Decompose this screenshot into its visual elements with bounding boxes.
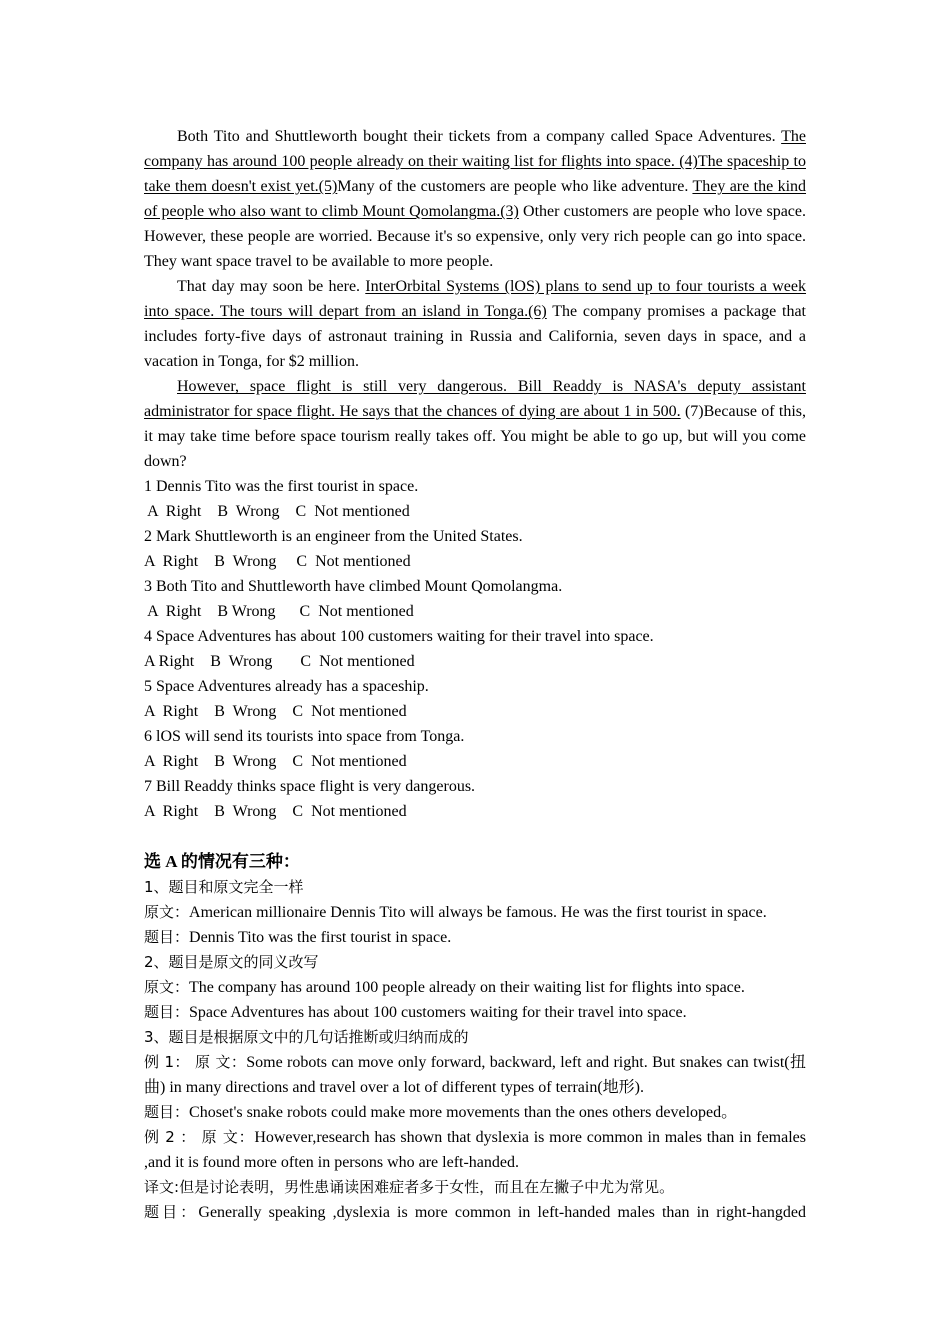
case-2-original: 原文：The company has around 100 people already on their waiting list for flights into space. xyxy=(144,978,745,996)
answer-options: A Right B Wrong C Not mentioned xyxy=(144,803,407,820)
passage-text: Many of the customers are people who like adventure. xyxy=(337,178,693,195)
question-stem: 6 lOS will send its tourists into space from Tonga. xyxy=(144,728,465,745)
example-1-question: 题目：Choset's snake robots could make more movements than the ones others developed。 xyxy=(144,1103,738,1121)
case-3-title: 3、题目是根据原文中的几句话推断或归纳而成的 xyxy=(144,1028,469,1046)
passage-paragraph-2 xyxy=(144,274,806,374)
passage-text: The company promises a package that includes forty-five days of astronaut training in Russia and California, seven days in space, and a vacation in Tonga, for $2 million. xyxy=(144,303,806,370)
example-2-translation: 译文:但是讨论表明，男性患诵读困难症者多于女性，而且在左撇子中尤为常见。 xyxy=(144,1178,675,1196)
passage-text: That day may soon be here. xyxy=(177,278,366,295)
question-stem: 5 Space Adventures already has a spaceship. xyxy=(144,678,429,695)
case-1-original: 原文：American millionaire Dennis Tito will always be famous. He was the first tourist in space. xyxy=(144,903,767,921)
answer-options: A Right B Wrong C Not mentioned xyxy=(144,553,411,570)
passage-text: Other customers are people who love space. However, these people are worried. Because it's so expensive, only very rich people can go into space. They want space travel to be available to more people. xyxy=(144,203,806,270)
question-stem: 3 Both Tito and Shuttleworth have climbed Mount Qomolangma. xyxy=(144,578,563,595)
document-body xyxy=(144,124,806,1225)
question-stem: 4 Space Adventures has about 100 customers waiting for their travel into space. xyxy=(144,628,654,645)
question-stem: 1 Dennis Tito was the first tourist in space. xyxy=(144,478,419,495)
passage-paragraph-1 xyxy=(144,124,806,274)
passage-paragraph-3 xyxy=(144,374,806,474)
example-2-original: 例 2 ： 原 文：However,research has shown that dyslexia is more common in males than in females ,and it is found more often in persons who are left-handed. xyxy=(144,1128,806,1171)
answer-options: A Right B Wrong C Not mentioned xyxy=(144,603,414,620)
underlined-evidence: However, space flight is still very dangerous. Bill Readdy is NASA's deputy assistant administrator for space flight. He says that the chances of dying are about 1 in 500. xyxy=(144,378,806,420)
passage-text: Both Tito and Shuttleworth bought their tickets from a company called Space Adventures. xyxy=(177,128,782,145)
passage-text: (7)Because of this, it may take time before space tourism really takes off. You might be able to go up, but will you come down? xyxy=(144,403,807,470)
question-stem: 2 Mark Shuttleworth is an engineer from the United States. xyxy=(144,528,523,545)
underlined-evidence: InterOrbital Systems (lOS) plans to send up to four tourists a week into space. The tours will depart from an island in Tonga.(6) xyxy=(144,278,807,320)
spacer xyxy=(144,824,806,849)
answer-options: A Right B Wrong C Not mentioned xyxy=(144,703,407,720)
case-1-title: 1、题目和原文完全一样 xyxy=(144,878,304,896)
case-1-question: 题目：Dennis Tito was the first tourist in space. xyxy=(144,928,452,946)
answer-options: A Right B Wrong C Not mentioned xyxy=(144,503,410,520)
underlined-evidence: The company has around 100 people already on their waiting list for flights into space. (4)The spaceship to take them doesn't exist yet.(5) xyxy=(144,128,806,195)
answer-options: A Right B Wrong C Not mentioned xyxy=(144,753,407,770)
example-1-original: 例 1： 原 文：Some robots can move only forward, backward, left and right. But snakes can twist(扭曲) in many directions and travel over a lot of different types of terrain(地形). xyxy=(144,1053,806,1096)
question-stem: 7 Bill Readdy thinks space flight is very dangerous. xyxy=(144,778,476,795)
case-2-question: 题目：Space Adventures has about 100 customers waiting for their travel into space. xyxy=(144,1003,687,1021)
answer-options: A Right B Wrong C Not mentioned xyxy=(144,653,415,670)
section-heading: 选 A 的情况有三种： xyxy=(144,852,300,872)
example-2-question: 题目：Generally speaking ,dyslexia is more common in left-handed males than in right-hangded xyxy=(144,1203,806,1221)
case-2-title: 2、题目是原文的同义改写 xyxy=(144,953,319,971)
underlined-evidence: They are the kind of people who also want to climb Mount Qomolangma.(3) xyxy=(144,178,807,220)
question-list xyxy=(144,474,806,824)
